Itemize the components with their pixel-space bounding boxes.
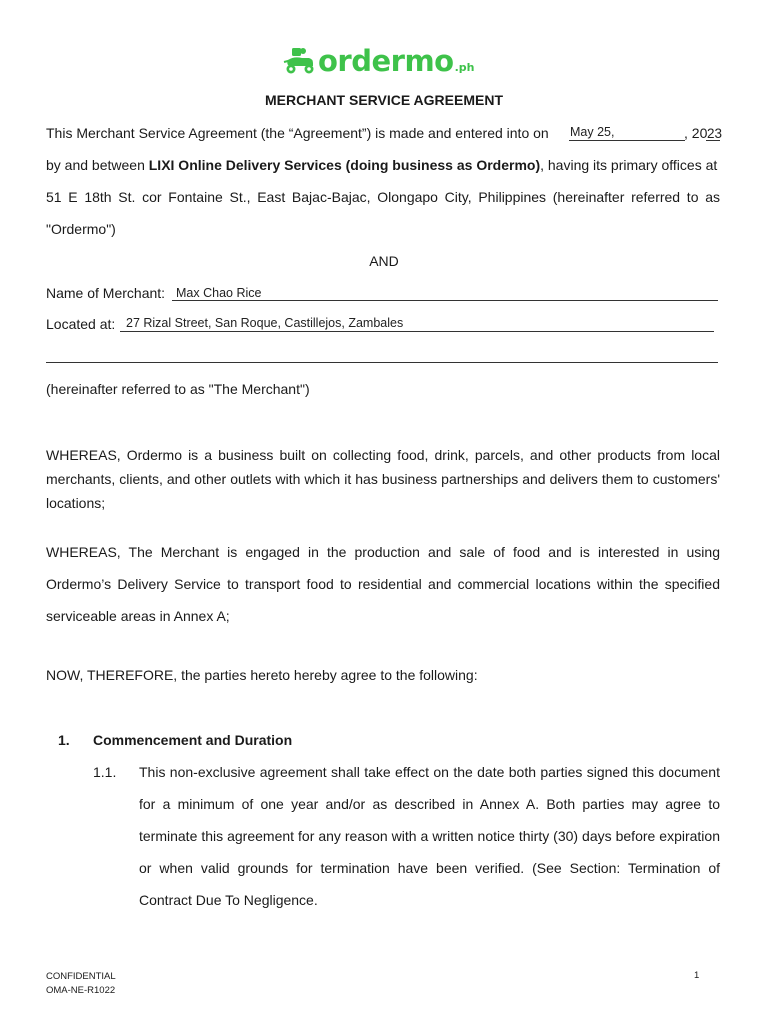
intro-line-2-post: , having its primary offices at (540, 157, 718, 173)
now-therefore: NOW, THEREFORE, the parties hereto hereby agree to the following: (46, 667, 478, 683)
ordermo-logo (282, 42, 475, 76)
merchant-name-value: Max Chao Rice (176, 286, 262, 300)
merchant-referred: (hereinafter referred to as "The Merchant") (46, 381, 310, 397)
section-1-number: 1. (58, 732, 70, 748)
merchant-location-value: 27 Rizal Street, San Roque, Castillejos, Zambales (126, 316, 404, 330)
year-prefix: , 20 (684, 125, 708, 141)
document-title: MERCHANT SERVICE AGREEMENT (264, 92, 504, 108)
logo-suffix-text: .ph (454, 61, 475, 74)
and-label: AND (369, 253, 399, 269)
merchant-name-label: Name of Merchant: (46, 285, 166, 301)
company-name: LIXI Online Delivery Services (doing business as Ordermo) (148, 157, 541, 173)
section-1-title: Commencement and Duration (93, 732, 293, 748)
agreement-date: May 25, (570, 125, 615, 139)
footer-confidential: CONFIDENTIAL (46, 971, 116, 982)
extra-address-blank (46, 347, 718, 363)
footer-code: OMA-NE-R1022 (46, 985, 116, 996)
section-1-1-number: 1.1. (93, 764, 117, 780)
section-1-heading (58, 732, 292, 748)
whereas-paragraph-2: WHEREAS, The Merchant is engaged in the production and sale of food and is interested in using Ordermo’s Delivery Service to transport food to residential and commercial locations within the specified serviceable areas in Annex A; (46, 544, 720, 624)
footer (46, 970, 116, 998)
delivery-scooter-icon (282, 46, 316, 76)
section-1-1-text: This non-exclusive agreement shall take effect on the date both parties signed this document for a minimum of one year and/or as described in Annex A. Both parties may agree to terminate this agreement for any reason with a written notice thirty (30) days before expiration or when valid grounds for termination have been verified. (See Section: Termination of Contract Due To Negligence. (139, 764, 720, 908)
whereas-paragraph-1: WHEREAS, Ordermo is a business built on collecting food, drink, parcels, and other products from local merchants, clients, and other outlets with which it has business partnerships and delivers them to customers' locations; (46, 447, 720, 511)
merchant-location-label: Located at: (46, 316, 116, 332)
intro-line-2 (46, 157, 720, 173)
page-number: 1 (694, 970, 700, 981)
intro-text: This Merchant Service Agreement (the “Agreement”) is made and entered into on (46, 125, 549, 141)
intro-line-3: 51 E 18th St. cor Fontaine St., East Bajac-Bajac, Olongapo City, Philippines (hereinafter referred to as (46, 189, 720, 205)
logo-brand-text: ordermo (318, 44, 454, 78)
intro-line-2-pre: by and between (46, 157, 149, 173)
intro-line-4: "Ordermo") (46, 221, 116, 237)
agreement-year: 23 (707, 126, 723, 141)
